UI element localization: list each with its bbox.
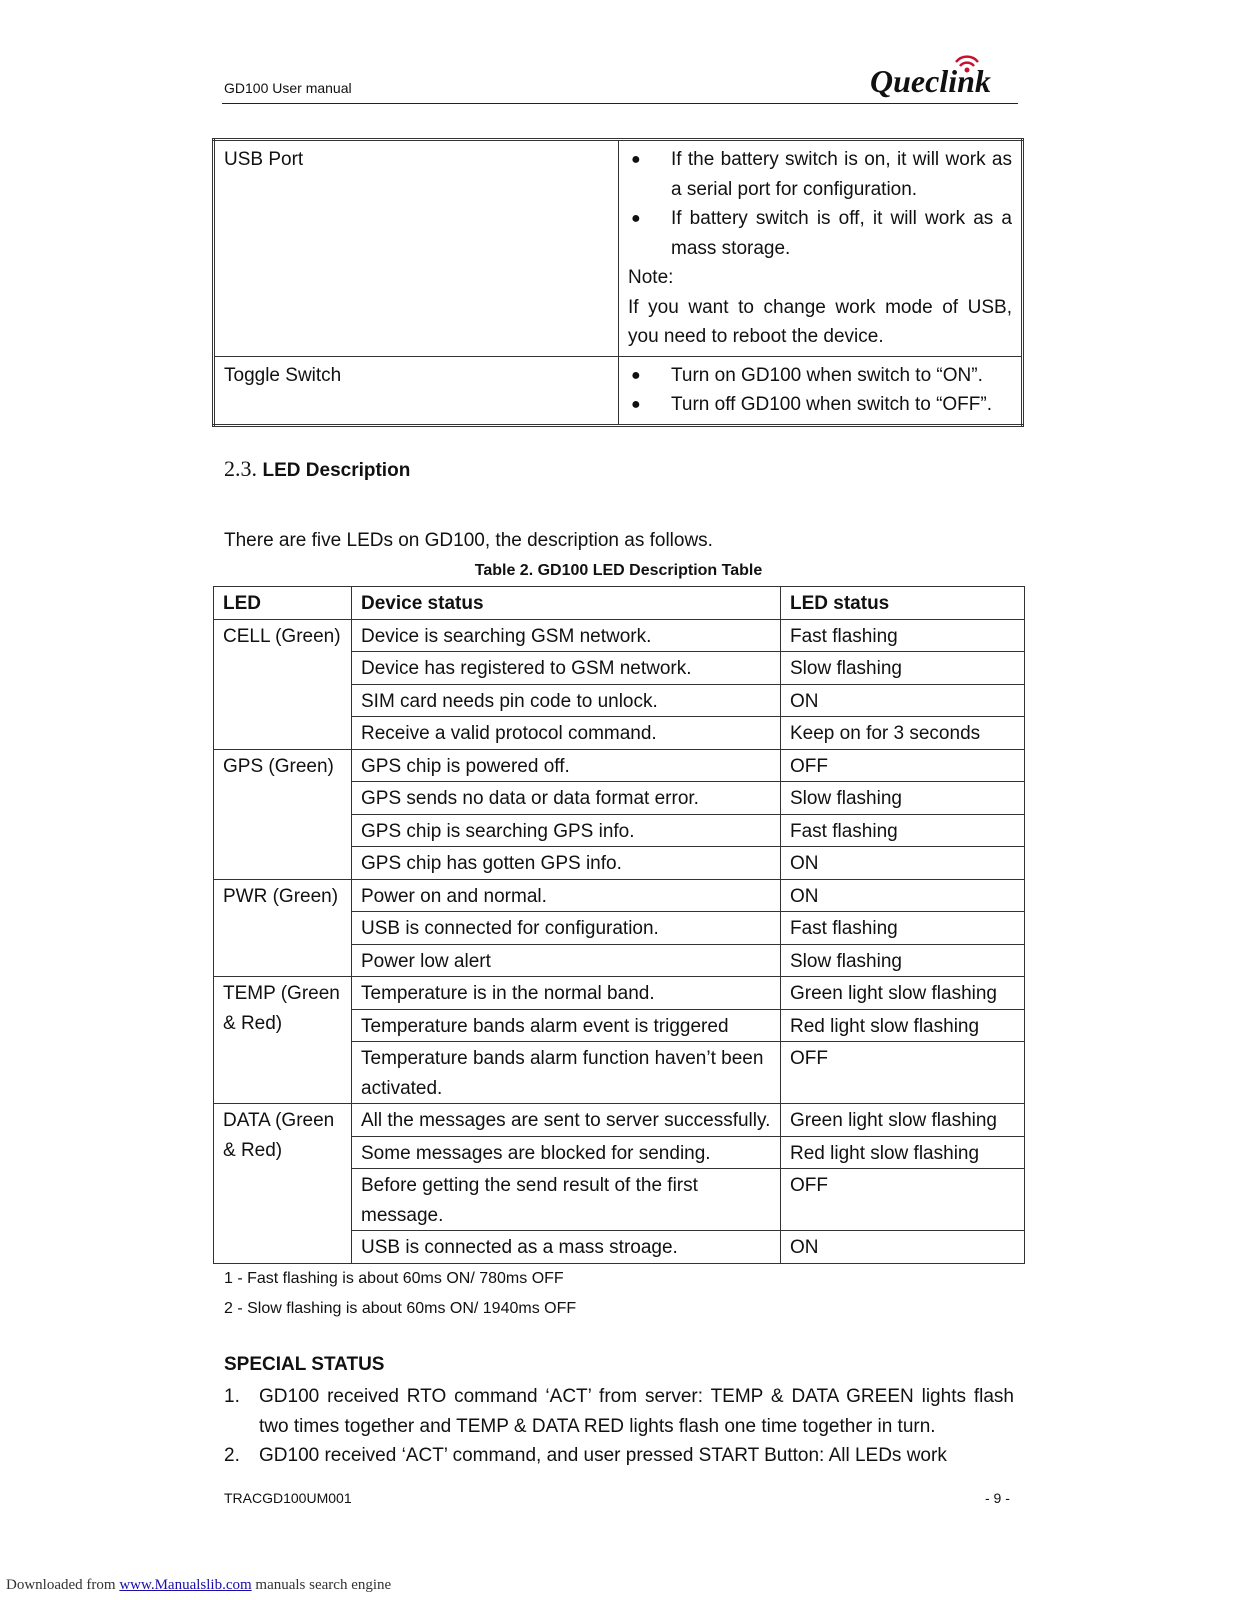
led-description-table (213, 586, 1025, 1264)
device-status: Power low alert (352, 944, 781, 977)
note-line: 1 - Fast flashing is about 60ms ON/ 780ms OFF (224, 1270, 564, 1287)
list-text: GD100 received RTO command ‘ACT’ from server: TEMP & DATA GREEN lights flash two times together and TEMP & DATA RED lights flash one time together in turn. (259, 1386, 1014, 1437)
led-name: GPS (Green) (214, 749, 352, 879)
device-status: Some messages are blocked for sending. (352, 1136, 781, 1169)
device-status: USB is connected as a mass stroage. (352, 1231, 781, 1264)
list-number: 2. (224, 1445, 240, 1466)
document-header-title: GD100 User manual (224, 80, 352, 96)
section-title: LED Description (262, 460, 411, 481)
led-status: OFF (781, 749, 1025, 782)
led-status: ON (781, 1231, 1025, 1264)
table-row (214, 356, 1023, 425)
list-item (224, 1441, 1014, 1471)
device-status: GPS sends no data or data format error. (352, 782, 781, 815)
note-text: If you want to change work mode of USB, you need to reboot the device. (628, 296, 1012, 347)
table-row (214, 879, 1025, 912)
bullet-item: ● If the battery switch is on, it will work as a serial port for configuration. (628, 145, 1012, 204)
download-suffix: manuals search engine (251, 1577, 392, 1593)
interface-name: Toggle Switch (214, 356, 619, 425)
interface-description (619, 356, 1023, 425)
device-status: GPS chip is searching GPS info. (352, 814, 781, 847)
bullet-icon: ● (631, 151, 641, 168)
led-name: TEMP (Green & Red) (214, 977, 352, 1104)
intro-paragraph: There are five LEDs on GD100, the description as follows. (224, 530, 713, 551)
led-status: Green light slow flashing (781, 1104, 1025, 1137)
column-header: Device status (352, 587, 781, 620)
interface-name: USB Port (214, 140, 619, 357)
led-status: Slow flashing (781, 944, 1025, 977)
led-name: DATA (Green & Red) (214, 1104, 352, 1264)
device-status: All the messages are sent to server successfully. (352, 1104, 781, 1137)
table-row (214, 140, 1023, 357)
download-banner (6, 1577, 391, 1594)
note-line: 2 - Slow flashing is about 60ms ON/ 1940ms OFF (224, 1300, 577, 1317)
led-status: Green light slow flashing (781, 977, 1025, 1010)
led-name: PWR (Green) (214, 879, 352, 977)
device-status: GPS chip is powered off. (352, 749, 781, 782)
led-status: Slow flashing (781, 652, 1025, 685)
led-name: CELL (Green) (214, 619, 352, 749)
device-status: Receive a valid protocol command. (352, 717, 781, 750)
bullet-icon: ● (631, 210, 641, 227)
special-status-heading: SPECIAL STATUS (224, 1354, 385, 1375)
led-status: Red light slow flashing (781, 1009, 1025, 1042)
table-row (214, 749, 1025, 782)
bullet-icon: ● (631, 366, 641, 384)
table-row (214, 619, 1025, 652)
list-item (224, 1382, 1014, 1441)
device-status: Temperature bands alarm event is triggered (352, 1009, 781, 1042)
bullet-item: ● Turn off GD100 when switch to “OFF”. (628, 390, 1012, 420)
footer-doc-id: TRACGD100UM001 (224, 1490, 352, 1506)
device-status: Device is searching GSM network. (352, 619, 781, 652)
led-status: Fast flashing (781, 912, 1025, 945)
interface-description (619, 140, 1023, 357)
device-status: Power on and normal. (352, 879, 781, 912)
table-row (214, 977, 1025, 1010)
special-status-list (224, 1382, 1014, 1471)
section-number: 2.3. (224, 456, 257, 481)
column-header: LED (214, 587, 352, 620)
device-status: Temperature bands alarm function haven’t been activated. (352, 1042, 781, 1104)
column-header: LED status (781, 587, 1025, 620)
led-status: ON (781, 879, 1025, 912)
led-status: OFF (781, 1169, 1025, 1231)
table-header-row (214, 587, 1025, 620)
led-status: ON (781, 847, 1025, 880)
led-status: OFF (781, 1042, 1025, 1104)
bullet-item: ● Turn on GD100 when switch to “ON”. (628, 361, 1012, 391)
led-status: Fast flashing (781, 619, 1025, 652)
device-status: Before getting the send result of the first message. (352, 1169, 781, 1231)
device-status: Temperature is in the normal band. (352, 977, 781, 1010)
table-caption: Table 2. GD100 LED Description Table (474, 562, 763, 579)
footer-page-number: - 9 - (985, 1490, 1010, 1506)
device-status: GPS chip has gotten GPS info. (352, 847, 781, 880)
led-status: Red light slow flashing (781, 1136, 1025, 1169)
list-number: 1. (224, 1386, 240, 1407)
led-status: Slow flashing (781, 782, 1025, 815)
section-heading (224, 456, 410, 482)
queclink-logo (868, 50, 1018, 102)
svg-text:Queclink: Queclink (870, 63, 991, 99)
table-row (214, 1104, 1025, 1137)
device-status: Device has registered to GSM network. (352, 652, 781, 685)
note-label: Note: (628, 267, 674, 288)
table-notes (224, 1264, 576, 1324)
led-status: Keep on for 3 seconds (781, 717, 1025, 750)
device-status: SIM card needs pin code to unlock. (352, 684, 781, 717)
bullet-item: ● If battery switch is off, it will work as a mass storage. (628, 204, 1012, 263)
device-status: USB is connected for configuration. (352, 912, 781, 945)
interface-table (212, 138, 1024, 427)
led-status: Fast flashing (781, 814, 1025, 847)
led-status: ON (781, 684, 1025, 717)
header-divider (222, 103, 1018, 104)
manualslib-link[interactable]: www.Manualslib.com (119, 1577, 252, 1593)
list-text: GD100 received ‘ACT’ command, and user pressed START Button: All LEDs work (259, 1445, 947, 1466)
download-prefix: Downloaded from (6, 1577, 120, 1593)
bullet-icon: ● (631, 396, 641, 413)
